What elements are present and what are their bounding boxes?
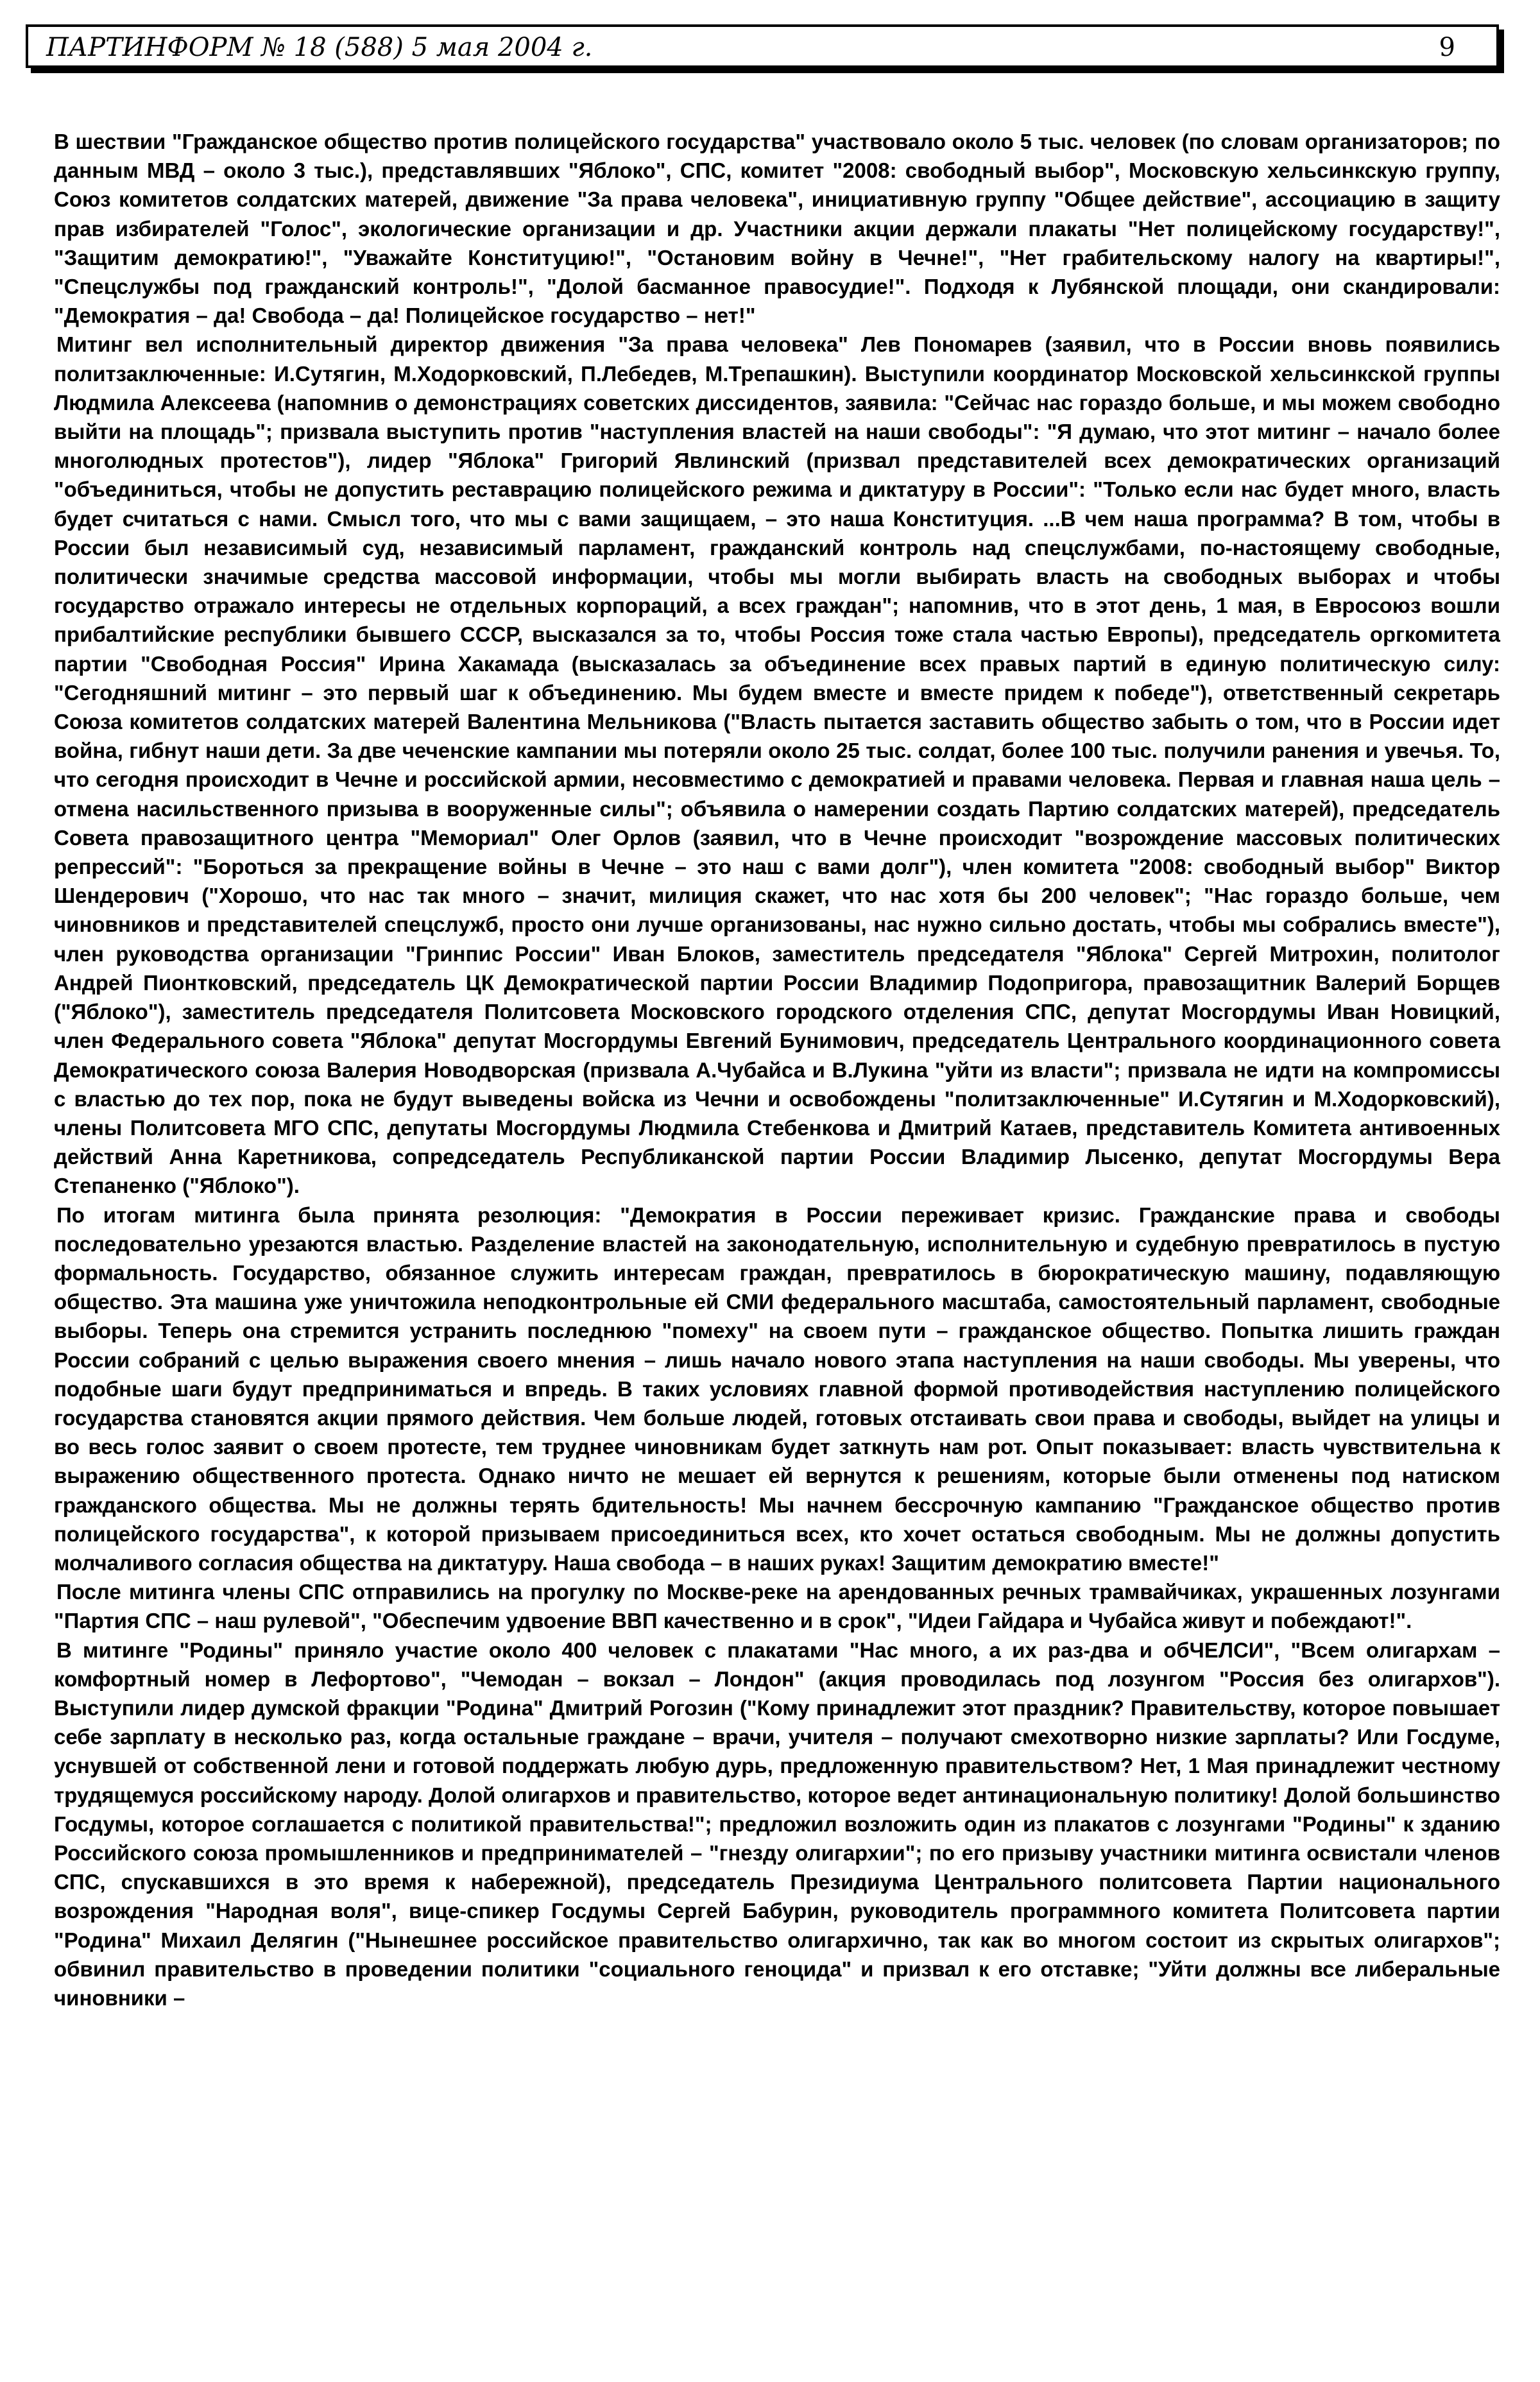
article-paragraph: После митинга члены СПС отправились на прогулку по Москве-реке на арендованных речных трамвайчиках, украшенных лозунгами "Партия СПС – наш рулевой", "Обеспечим удвоение ВВП качественно и в срок", "Идеи Гайдара и Чубайса живут и побеждают!". [54, 1580, 1500, 1633]
publication-title: ПАРТИНФОРМ № 18 (588) 5 мая 2004 г. [46, 33, 593, 62]
page-number: 9 [1439, 33, 1455, 62]
article-paragraph: В шествии "Гражданское общество против полицейского государства" участвовало около 5 тыс. человек (по словам организаторов; по данным МВД – около 3 тыс.), представлявших "Яблоко", СПС, комитет "2008: свободный выбор", Московскую хельсинкскую группу, Союз комитетов солдатских матерей, движение "За права человека", инициативную группу "Общее действие", ассоциацию в защиту прав избирателей "Голос", экологические организации и др. Участники акции держали плакаты "Нет полицейскому государству!", "Защитим демократию!", "Уважайте Конституцию!", "Остановим войну в Чечне!", "Нет грабительскому налогу на квартиры!", "Спецслужбы под гражданский контроль!", "Долой басманное правосудие!". Подходя к Лубянской площади, они скандировали: "Демократия – да! Свобода – да! Полицейское государство – нет!" [54, 130, 1500, 328]
article-paragraph: По итогам митинга была принята резолюция: "Демократия в России переживает кризис. Гражданские права и свободы последовательно урезаются властью. Разделение властей на законодательную, исполнительную и судебную превратилось в пустую формальность. Государство, обязанное служить интересам граждан, превратилось в бюрократическую машину, подавляющую общество. Эта машина уже уничтожила неподконтрольные ей СМИ федерального масштаба, самостоятельный парламент, свободные выборы. Теперь она стремится устранить последнюю "помеху" на своем пути – гражданское общество. Попытка лишить граждан России собраний с целью выражения своего мнения – лишь начало нового этапа наступления на наши свободы. Мы уверены, что подобные шаги будут предприниматься и впредь. В таких условиях главной формой противодействия наступлению полицейского государства становятся акции прямого действия. Чем больше людей, готовых отстаивать свои права и свободы, выйдет на улицы и во весь голос заявит о своем протесте, тем труднее чиновникам будет заткнуть нам рот. Опыт показывает: власть чувствительна к выражению общественного протеста. Однако ничто не мешает ей вернутся к решениям, которые были отменены под натиском гражданского общества. Мы не должны терять бдительность! Мы начнем бессрочную кампанию "Гражданское общество против полицейского государства", к которой призываем присоединиться всех, кто хочет остаться свободным. Мы не должны допустить молчаливого согласия общества на диктатуру. Наша свобода – в наших руках! Защитим демократию вместе!" [54, 1203, 1500, 1575]
page-header [26, 24, 1499, 68]
article-paragraph: В митинге "Родины" приняло участие около 400 человек с плакатами "Нас много, а их раз-два и обЧЕЛСИ", "Всем олигархам – комфортный номер в Лефортово", "Чемодан – вокзал – Лондон" (акция проводилась под лозунгом "Россия без олигархов"). Выступили лидер думской фракции "Родина" Дмитрий Рогозин ("Кому принадлежит этот праздник? Правительству, которое повышает себе зарплату в несколько раз, когда остальные граждане – врачи, учителя – получают смехотворно низкие зарплаты? Или Госдуме, уснувшей от собственной лени и готовой поддержать любую дурь, предложенную правительством? Нет, 1 Мая принадлежит честному трудящемуся российскому народу. Долой олигархов и правительство, которое ведет антинациональную политику! Долой большинство Госдумы, которое соглашается с политикой правительства!"; предложил возложить один из плакатов с лозунгами "Родины" к зданию Российского союза промышленников и предпринимателей – "гнезду олигархии"; по его призыву участники митинга освистали членов СПС, спускавшихся в это время к набережной), председатель Президиума Центрального политсовета Партии национального возрождения "Народная воля", вице-спикер Госдумы Сергей Бабурин, руководитель программного комитета Политсовета партии "Родина" Михаил Делягин ("Нынешнее российское правительство олигархично, так как во многом состоит из скрытых олигархов"; обвинил правительство в проведении политики "социального геноцида" и призвал к его отставке; "Уйти должны все либеральные чиновники – [54, 1638, 1500, 2010]
article-body [54, 127, 1500, 2012]
article-paragraph: Митинг вел исполнительный директор движения "За права человека" Лев Пономарев (заявил, что в России вновь появились политзаключенные: И.Сутягин, М.Ходорковский, П.Лебедев, М.Трепашкин). Выступили координатор Московской хельсинкской группы Людмила Алексеева (напомнив о демонстрациях советских диссидентов, заявила: "Сейчас нас гораздо больше, и мы можем свободно выйти на площадь"; призвала выступить против "наступления властей на наши свободы": "Я думаю, что этот митинг – начало более многолюдных протестов"), лидер "Яблока" Григорий Явлинский (призвал представителей всех демократических организаций "объединиться, чтобы не допустить реставрацию полицейского режима и диктатуру в России": "Только если нас будет много, власть будет считаться с нами. Смысл того, что мы с вами защищаем, – это наша Конституция. ...В чем наша программа? В том, чтобы в России был независимый суд, независимый парламент, гражданский контроль над спецслужбами, по-настоящему свободные, политически значимые средства массовой информации, чтобы мы могли выбирать власть на свободных выборах и чтобы государство отражало интересы не отдельных корпораций, а всех граждан"; напомнив, что в этот день, 1 мая, в Евросоюз вошли прибалтийские республики бывшего СССР, высказался за то, чтобы Россия тоже стала частью Европы), председатель оргкомитета партии "Свободная Россия" Ирина Хакамада (высказалась за объединение всех правых партий в единую политическую силу: "Сегодняшний митинг – это первый шаг к объединению. Мы будем вместе и вместе придем к победе"), ответственный секретарь Союза комитетов солдатских матерей Валентина Мельникова ("Власть пытается заставить общество забыть о том, что в России идет война, гибнут наши дети. За две чеченские кампании мы потеряли около 25 тыс. солдат, более 100 тыс. получили ранения и увечья. То, что сегодня происходит в Чечне и российской армии, несовместимо с демократией и правами человека. Первая и главная наша цель – отмена насильственного призыва в вооруженные силы"; объявила о намерении создать Партию солдатских матерей), председатель Совета правозащитного центра "Мемориал" Олег Орлов (заявил, что в Чечне происходит "возрождение массовых политических репрессий": "Бороться за прекращение войны в Чечне – это наш с вами долг"), член комитета "2008: свободный выбор" Виктор Шендерович ("Хорошо, что нас так много – значит, милиция скажет, что нас хотя бы 200 человек"; "Нас гораздо больше, чем чиновников и представителей спецслужб, просто они лучше организованы, нас нужно сильно достать, чтобы мы собрались вместе"), член руководства организации "Гринпис России" Иван Блоков, заместитель председателя "Яблока" Сергей Митрохин, политолог Андрей Пионтковский, председатель ЦК Демократической партии России Владимир Подопригора, правозащитник Валерий Борщев ("Яблоко"), заместитель председателя Политсовета Московского городского отделения СПС, депутат Мосгордумы Иван Новицкий, член Федерального совета "Яблока" депутат Мосгордумы Евгений Бунимович, председатель Центрального координационного совета Демократического союза Валерия Новодворская (призвала А.Чубайса и В.Лукина "уйти из власти"; призвала не идти на компромиссы с властью до тех пор, пока не будут выведены войска из Чечни и освобождены "политзаключенные" И.Сутягин и М.Ходорковский), члены Политсовета МГО СПС, депутаты Мосгордумы Людмила Стебенкова и Дмитрий Катаев, представитель Комитета антивоенных действий Анна Каретникова, сопредседатель Республиканской партии России Владимир Лысенко, депутат Мосгордумы Вера Степаненко ("Яблоко"). [54, 332, 1500, 1198]
